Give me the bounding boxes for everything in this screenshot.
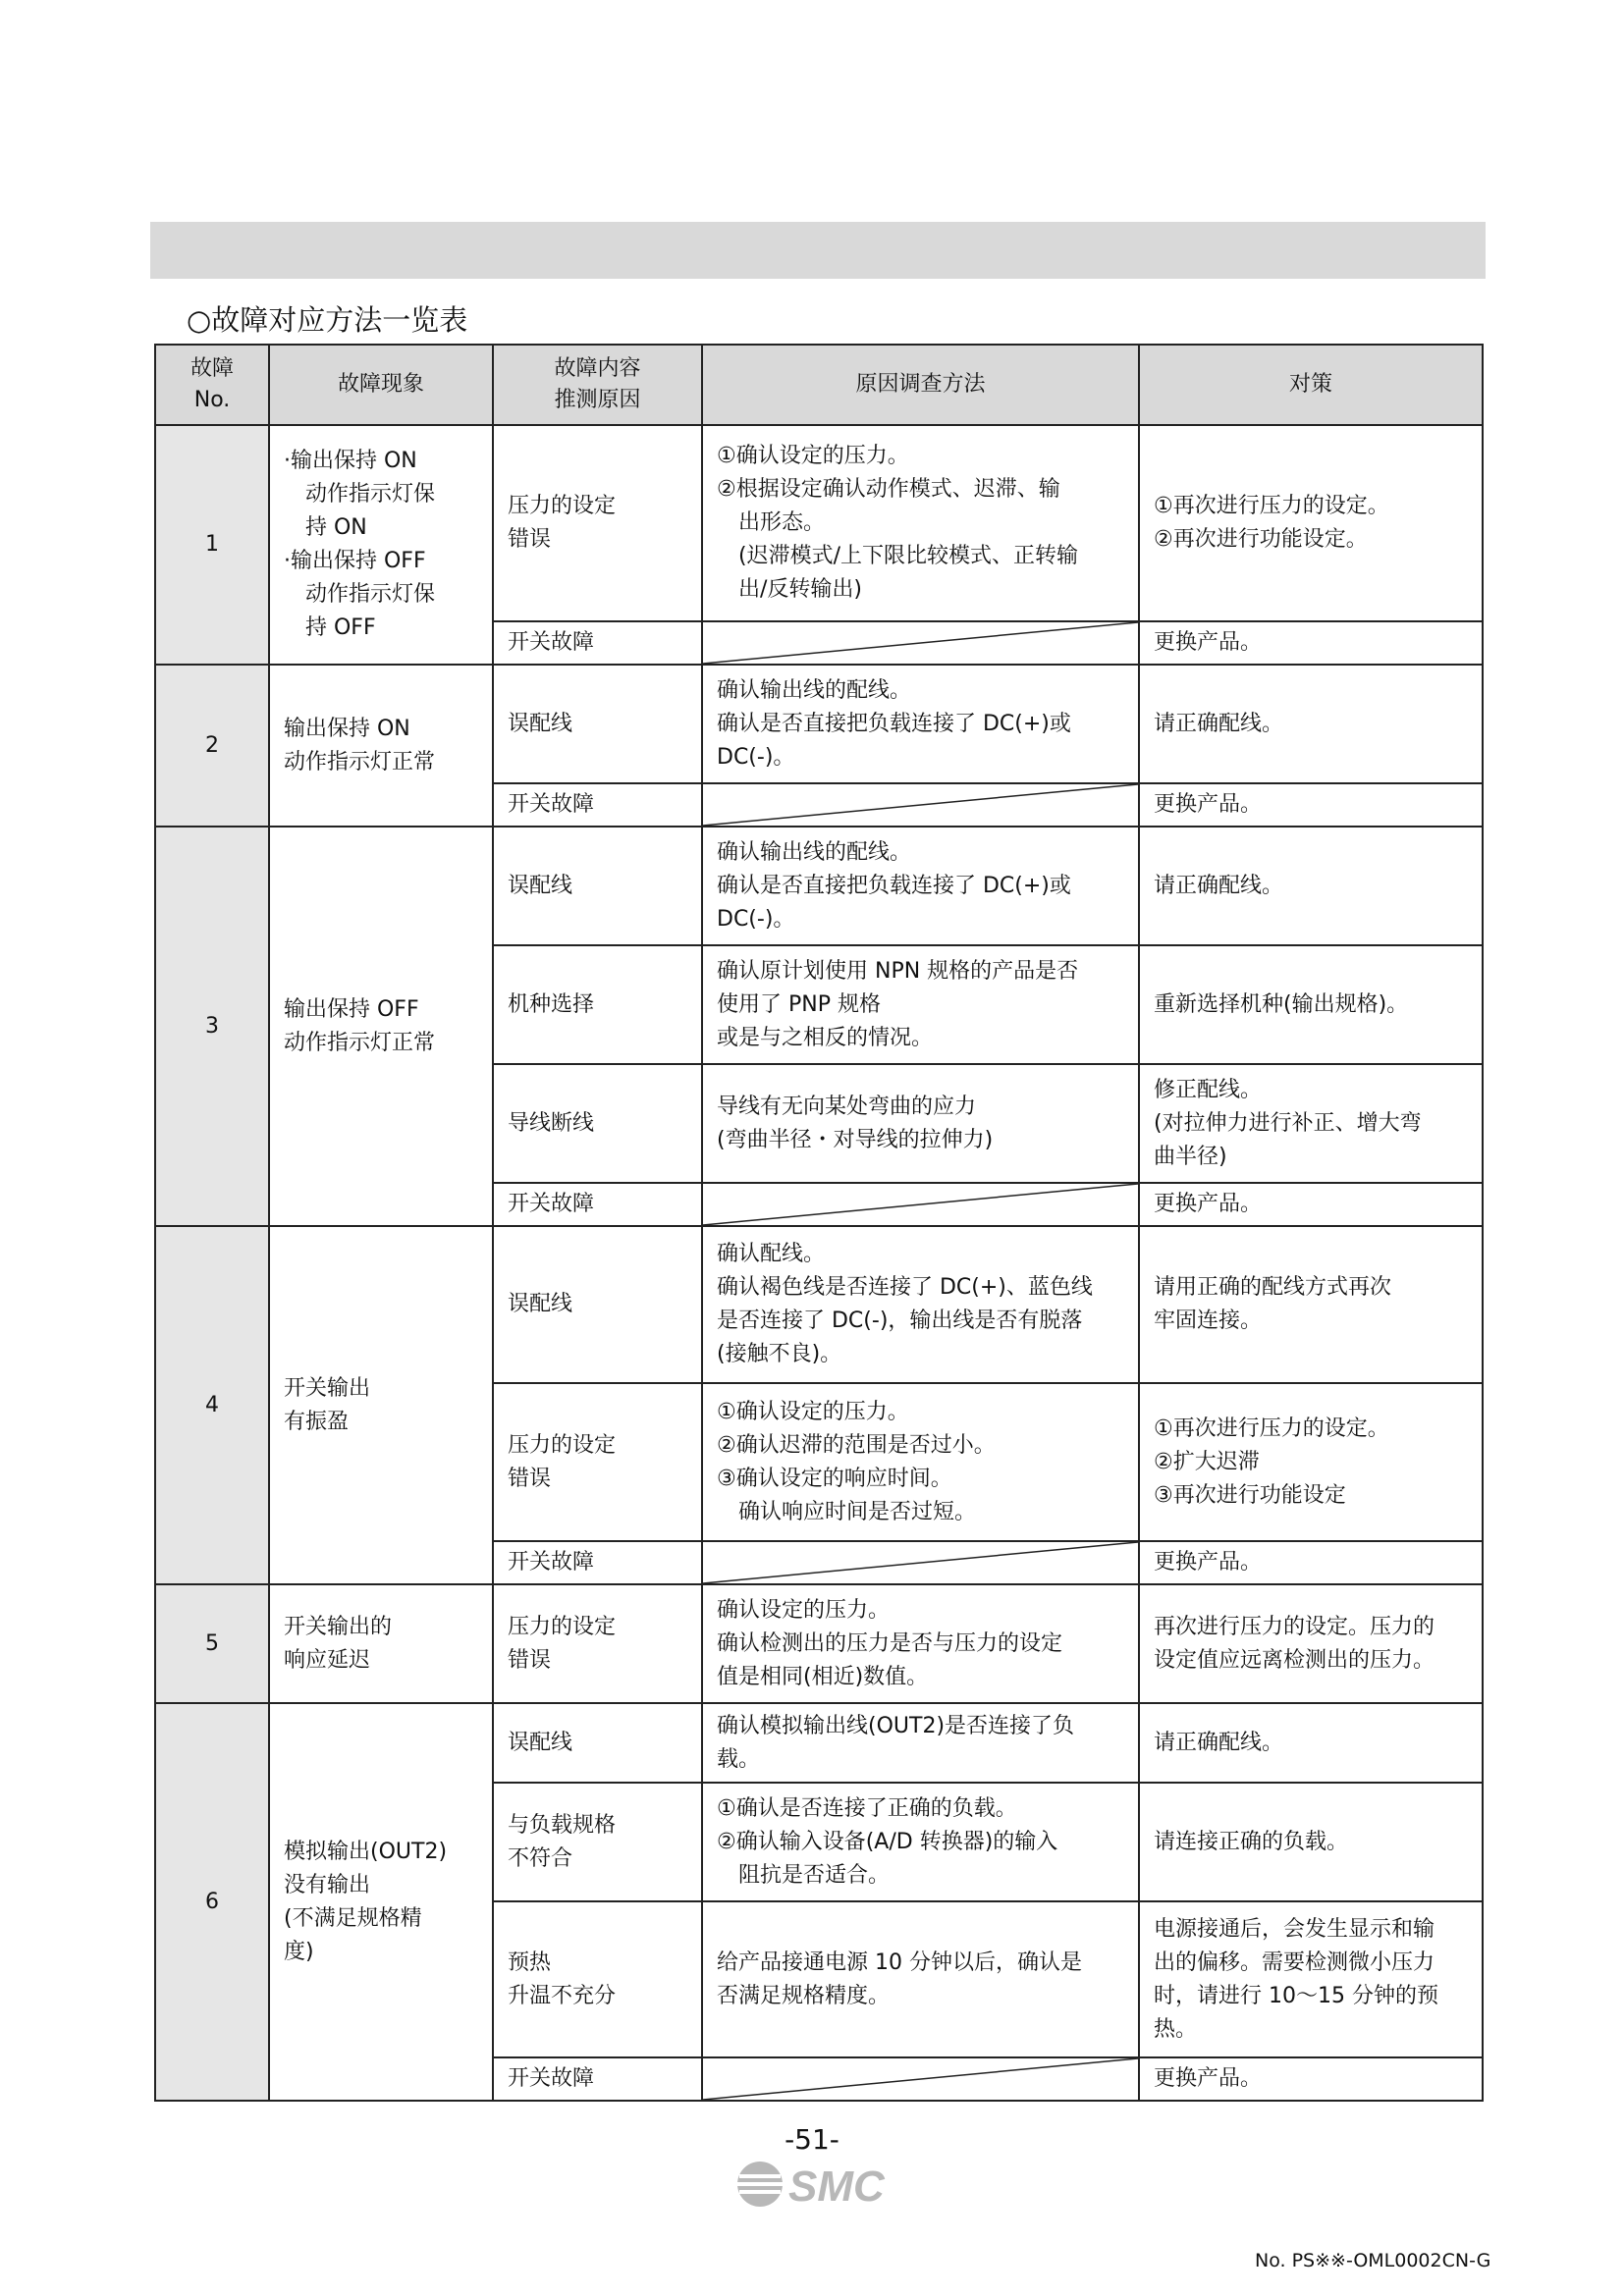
countermeasure: 更换产品。 <box>1139 783 1483 827</box>
fault-number: 5 <box>155 1584 269 1703</box>
diagonal-blank-cell <box>702 621 1139 665</box>
presumed-cause: 导线断线 <box>493 1064 702 1183</box>
countermeasure: 请连接正确的负载。 <box>1139 1783 1483 1901</box>
presumed-cause: 压力的设定 错误 <box>493 1584 702 1703</box>
table-header-row <box>155 345 1483 425</box>
countermeasure: 更换产品。 <box>1139 2057 1483 2101</box>
presumed-cause: 开关故障 <box>493 1183 702 1226</box>
diagonal-blank-cell <box>702 1541 1139 1584</box>
header-no: 故障 No. <box>155 345 269 425</box>
presumed-cause: 预热 升温不充分 <box>493 1901 702 2057</box>
presumed-cause: 开关故障 <box>493 1541 702 1584</box>
fault-symptom: 输出保持 OFF 动作指示灯正常 <box>269 827 493 1226</box>
fault-symptom: ·输出保持 ON 动作指示灯保 持 ON ·输出保持 OFF 动作指示灯保 持 OFF <box>269 425 493 665</box>
presumed-cause: 开关故障 <box>493 621 702 665</box>
countermeasure: 修正配线。 (对拉伸力进行补正、增大弯 曲半径) <box>1139 1064 1483 1183</box>
header-investigation: 原因调查方法 <box>702 345 1139 425</box>
table-row <box>155 425 1483 621</box>
document-number: No. PS※※-OML0002CN-G <box>1255 2250 1491 2271</box>
section-title: ○故障对应方法一览表 <box>187 303 468 337</box>
presumed-cause: 压力的设定 错误 <box>493 425 702 621</box>
countermeasure: ①再次进行压力的设定。 ②扩大迟滞 ③再次进行功能设定 <box>1139 1383 1483 1541</box>
diagonal-blank-cell <box>702 2057 1139 2101</box>
investigation-method: ①确认设定的压力。 ②根据设定确认动作模式、迟滞、输 出形态。 (迟滞模式/上下限比较模式、正转输 出/反转输出) <box>702 425 1139 621</box>
page-number: -51- <box>785 2123 839 2156</box>
fault-symptom: 模拟输出(OUT2) 没有输出 (不满足规格精 度) <box>269 1703 493 2101</box>
table-row <box>155 665 1483 783</box>
header-symptom: 故障现象 <box>269 345 493 425</box>
investigation-method: 导线有无向某处弯曲的应力 (弯曲半径・对导线的拉伸力) <box>702 1064 1139 1183</box>
presumed-cause: 误配线 <box>493 665 702 783</box>
fault-number: 3 <box>155 827 269 1226</box>
investigation-method: 确认配线。 确认褐色线是否连接了 DC(+)、蓝色线 是否连接了 DC(-)，输出线是否有脱落 (接触不良)。 <box>702 1226 1139 1383</box>
table-row <box>155 827 1483 945</box>
table-row <box>155 1226 1483 1383</box>
diagonal-blank-cell <box>702 783 1139 827</box>
countermeasure: ①再次进行压力的设定。 ②再次进行功能设定。 <box>1139 425 1483 621</box>
presumed-cause: 压力的设定 错误 <box>493 1383 702 1541</box>
investigation-method: 确认输出线的配线。 确认是否直接把负载连接了 DC(+)或 DC(-)。 <box>702 665 1139 783</box>
header-banner <box>150 222 1486 279</box>
fault-symptom: 输出保持 ON 动作指示灯正常 <box>269 665 493 827</box>
presumed-cause: 机种选择 <box>493 945 702 1064</box>
fault-symptom: 开关输出的 响应延迟 <box>269 1584 493 1703</box>
presumed-cause: 开关故障 <box>493 2057 702 2101</box>
fault-number: 1 <box>155 425 269 665</box>
countermeasure: 电源接通后，会发生显示和输 出的偏移。需要检测微小压力 时，请进行 10～15 分钟的预 热。 <box>1139 1901 1483 2057</box>
investigation-method: 确认模拟输出线(OUT2)是否连接了负 载。 <box>702 1703 1139 1783</box>
presumed-cause: 误配线 <box>493 1226 702 1383</box>
investigation-method: 确认原计划使用 NPN 规格的产品是否 使用了 PNP 规格 或是与之相反的情况。 <box>702 945 1139 1064</box>
investigation-method: ①确认设定的压力。 ②确认迟滞的范围是否过小。 ③确认设定的响应时间。 确认响应时间是否过短。 <box>702 1383 1139 1541</box>
presumed-cause: 误配线 <box>493 827 702 945</box>
countermeasure: 更换产品。 <box>1139 1183 1483 1226</box>
fault-number: 2 <box>155 665 269 827</box>
diagonal-blank-cell <box>702 1183 1139 1226</box>
countermeasure: 重新选择机种(输出规格)。 <box>1139 945 1483 1064</box>
troubleshooting-table <box>154 344 1484 2102</box>
countermeasure: 请用正确的配线方式再次 牢固连接。 <box>1139 1226 1483 1383</box>
countermeasure: 请正确配线。 <box>1139 665 1483 783</box>
countermeasure: 请正确配线。 <box>1139 827 1483 945</box>
presumed-cause: 与负载规格 不符合 <box>493 1783 702 1901</box>
investigation-method: 确认设定的压力。 确认检测出的压力是否与压力的设定 值是相同(相近)数值。 <box>702 1584 1139 1703</box>
fault-symptom: 开关输出 有振盈 <box>269 1226 493 1584</box>
countermeasure: 请正确配线。 <box>1139 1703 1483 1783</box>
fault-number: 6 <box>155 1703 269 2101</box>
header-presumed-cause: 故障内容 推测原因 <box>493 345 702 425</box>
presumed-cause: 开关故障 <box>493 783 702 827</box>
smc-logo <box>733 2158 910 2211</box>
countermeasure: 更换产品。 <box>1139 621 1483 665</box>
fault-number: 4 <box>155 1226 269 1584</box>
countermeasure: 更换产品。 <box>1139 1541 1483 1584</box>
investigation-method: 确认输出线的配线。 确认是否直接把负载连接了 DC(+)或 DC(-)。 <box>702 827 1139 945</box>
header-countermeasure: 对策 <box>1139 345 1483 425</box>
table-row <box>155 1584 1483 1703</box>
investigation-method: ①确认是否连接了正确的负载。 ②确认输入设备(A/D 转换器)的输入 阻抗是否适合。 <box>702 1783 1139 1901</box>
logo-text: SMC <box>788 2163 885 2211</box>
investigation-method: 给产品接通电源 10 分钟以后，确认是 否满足规格精度。 <box>702 1901 1139 2057</box>
table-row <box>155 1703 1483 1783</box>
countermeasure: 再次进行压力的设定。压力的 设定值应远离检测出的压力。 <box>1139 1584 1483 1703</box>
presumed-cause: 误配线 <box>493 1703 702 1783</box>
